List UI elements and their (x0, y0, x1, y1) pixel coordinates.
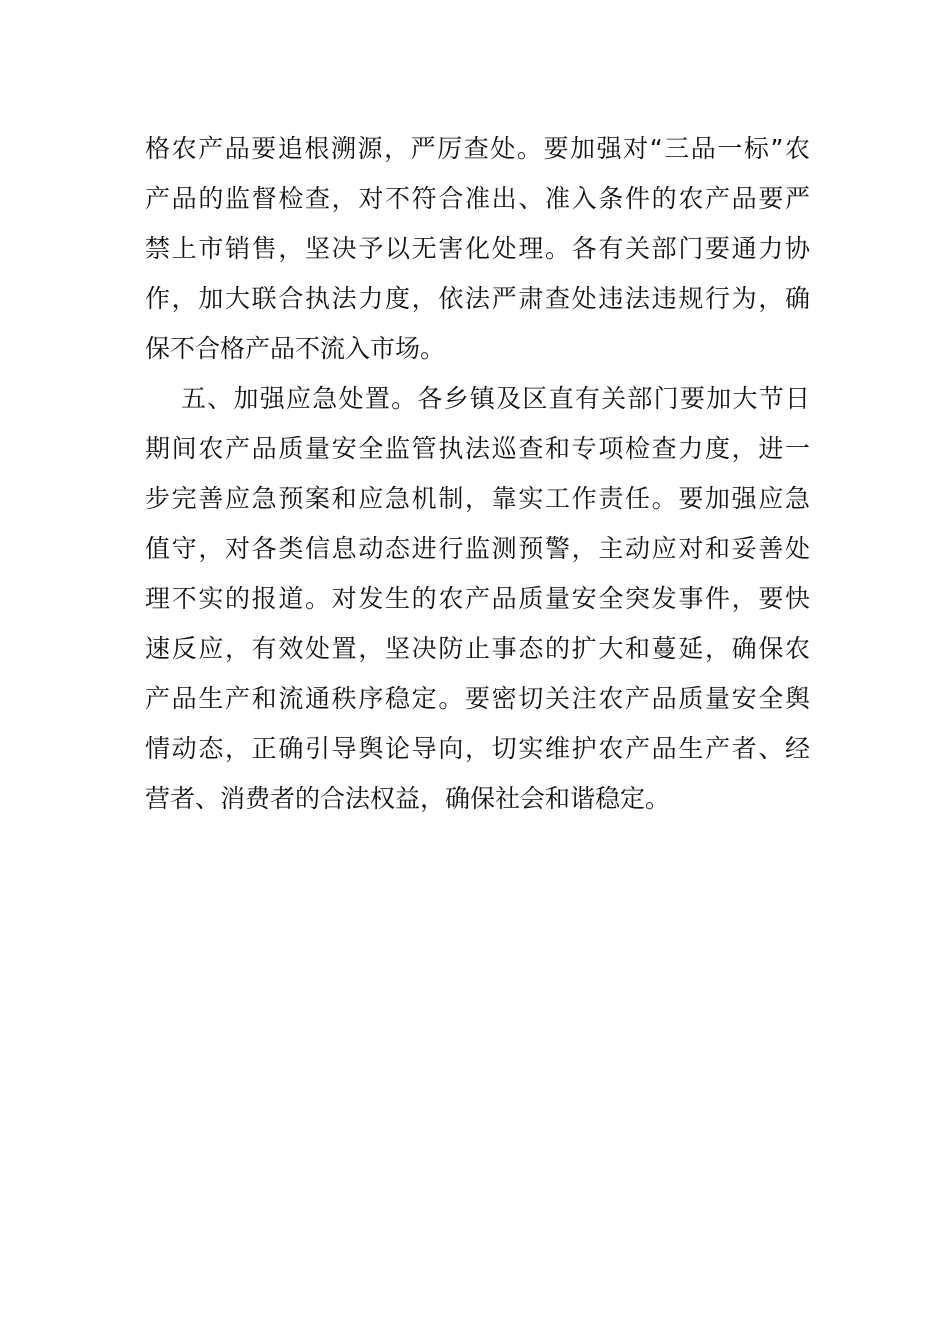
text-line: 格农产品要追根溯源，严厉查处。要加强对“三品一标”农 (145, 134, 810, 163)
text-line: 产品的监督检查，对不符合准出、准入条件的农产品要严 (145, 184, 810, 213)
text-line: 情动态，正确引导舆论导向，切实维护农产品生产者、经 (145, 734, 810, 763)
paragraph-section-five (145, 374, 810, 824)
text-line: 速反应，有效处置，坚决防止事态的扩大和蔓延，确保农 (145, 634, 810, 663)
document-body (145, 124, 810, 824)
text-line: 禁上市销售，坚决予以无害化处理。各有关部门要通力协 (145, 234, 810, 263)
text-line: 步完善应急预案和应急机制，靠实工作责任。要加强应急 (145, 484, 810, 513)
paragraph-continuation (145, 124, 810, 374)
text-line: 保不合格产品不流入市场。 (145, 334, 446, 363)
text-line: 值守，对各类信息动态进行监测预警，主动应对和妥善处 (145, 534, 810, 563)
text-line: 作，加大联合执法力度，依法严肃查处违法违规行为，确 (145, 284, 810, 313)
text-line: 期间农产品质量安全监管执法巡查和专项检查力度，进一 (145, 434, 810, 463)
text-line: 理不实的报道。对发生的农产品质量安全突发事件，要快 (145, 584, 810, 613)
text-line: 营者、消费者的合法权益，确保社会和谐稳定。 (145, 784, 671, 813)
text-line: 产品生产和流通秩序稳定。要密切关注农产品质量安全舆 (145, 684, 810, 713)
section-heading-line: 五、加强应急处置。各乡镇及区直有关部门要加大节日 (181, 384, 810, 413)
